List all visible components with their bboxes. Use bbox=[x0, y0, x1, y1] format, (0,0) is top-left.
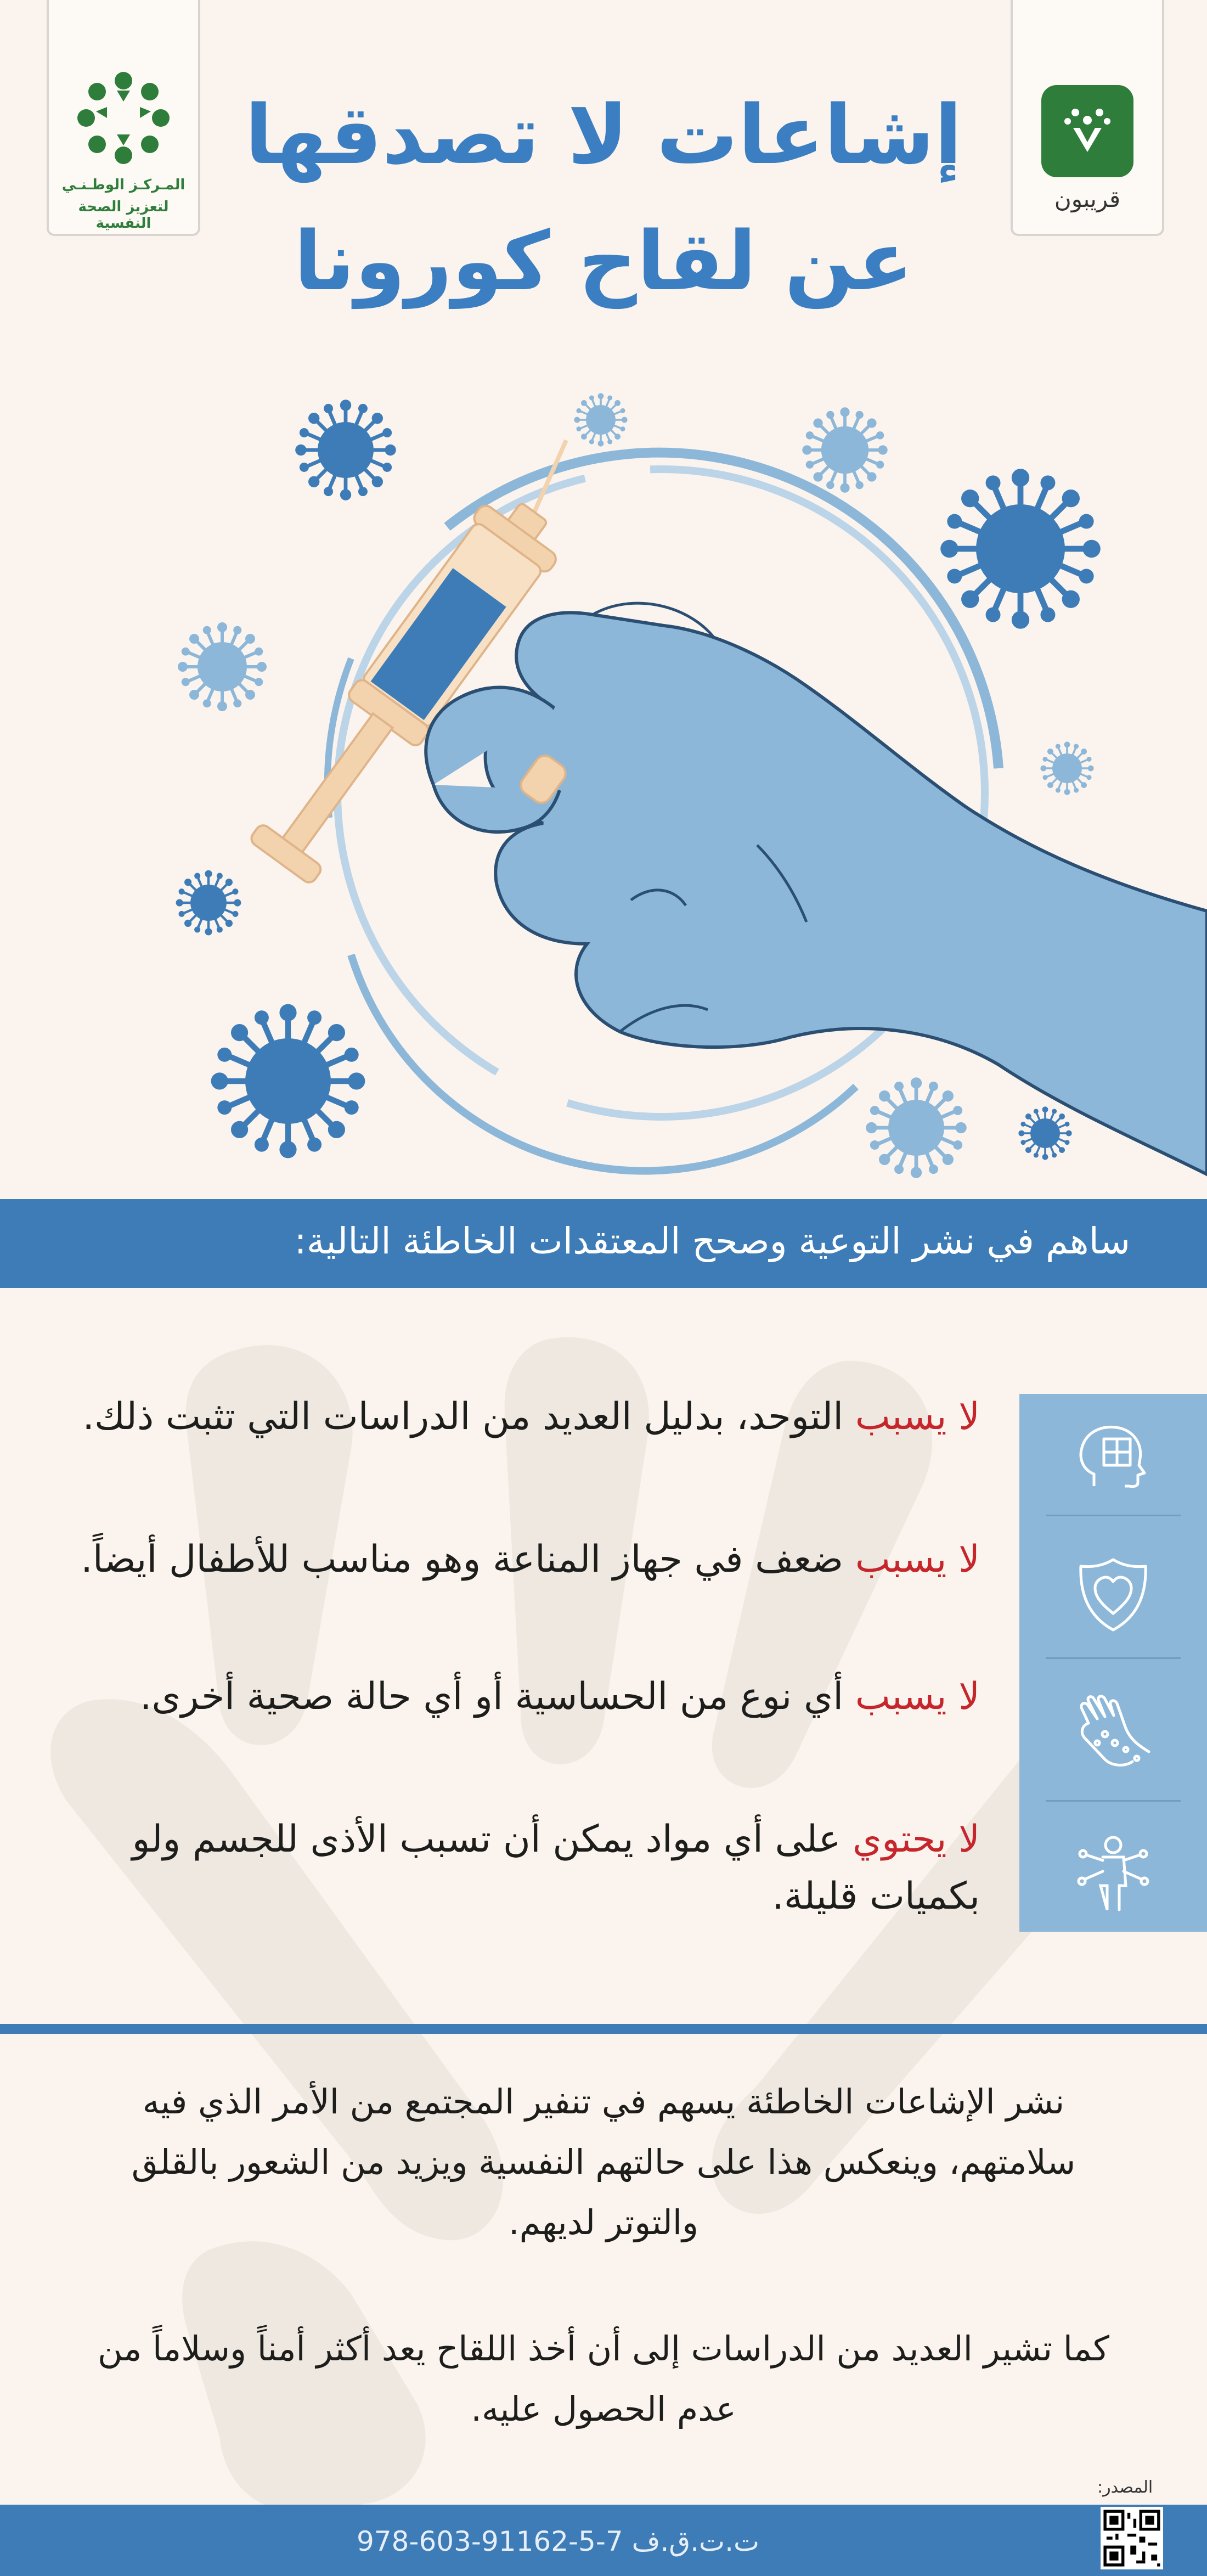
myth-text: التوحد، بدليل العديد من الدراسات التي تثبت ذلك. bbox=[82, 1395, 855, 1438]
footer-bar bbox=[0, 2505, 1207, 2576]
myth-item-1 bbox=[69, 1388, 980, 1446]
ncpmh-logo-line1: المـركـز الوطـنـي bbox=[61, 177, 185, 193]
page-subtitle: عن لقاح كورونا bbox=[294, 214, 913, 308]
myth-text: على أي مواد يمكن أن تسبب الأذى للجسم ولو بكميات قليلة. bbox=[132, 1818, 980, 1918]
closing-paragraph-2: كما تشير العديد من الدراسات إلى أن أخذ اللقاح يعد أكثر أمناً وسلاماً من عدم الحصول عليه. bbox=[97, 2328, 1110, 2429]
myth-text: أي نوع من الحساسية أو أي حالة صحية أخرى. bbox=[139, 1675, 855, 1718]
ncpmh-logo-line2: لتعزيز الصحة النفسية bbox=[78, 199, 169, 232]
closing-paragraph-1: نشر الإشاعات الخاطئة يسهم في تنفير المجتمع من الأمر الذي فيه سلامتهم، وينعكس هذا على حالتهم النفسية ويزيد من الشعور بالقلق والتوتر لديهم. bbox=[131, 2082, 1076, 2242]
section-divider bbox=[0, 2024, 1207, 2034]
awareness-band bbox=[0, 1199, 1207, 1288]
body-network-icon bbox=[1072, 1833, 1154, 1915]
source-label: المصدر: bbox=[1097, 2478, 1153, 2497]
myth-item-4 bbox=[69, 1811, 980, 1925]
myth-negation: لا يسبب bbox=[855, 1538, 980, 1581]
page-title: إشاعات لا تصدقها bbox=[245, 88, 962, 182]
allergic-hand-icon bbox=[1072, 1690, 1154, 1773]
myth-negation: لا يسبب bbox=[855, 1675, 980, 1718]
myth-item-3 bbox=[69, 1668, 980, 1725]
qr-code-icon[interactable] bbox=[1101, 2507, 1163, 2569]
myth-icon-strip bbox=[1019, 1394, 1207, 1932]
qaribon-logo-label: قريبون bbox=[1054, 185, 1121, 212]
myth-negation: لا يحتوي bbox=[852, 1818, 980, 1861]
virus-icon bbox=[295, 400, 396, 500]
isbn-text: 978-603-91162-5-7 ت.ت.ق.ف bbox=[357, 2526, 760, 2557]
myth-negation: لا يسبب bbox=[855, 1395, 980, 1438]
awareness-band-text: ساهم في نشر التوعية وصحح المعتقدات الخاطئة التالية: bbox=[294, 1220, 1130, 1262]
brain-puzzle-icon bbox=[1072, 1415, 1154, 1497]
myth-text: ضعف في جهاز المناعة وهو مناسب للأطفال أيضاً. bbox=[81, 1538, 855, 1581]
vaccine-illustration bbox=[0, 351, 1207, 1199]
myth-item-2 bbox=[69, 1531, 980, 1588]
heart-shield-icon bbox=[1072, 1553, 1154, 1635]
